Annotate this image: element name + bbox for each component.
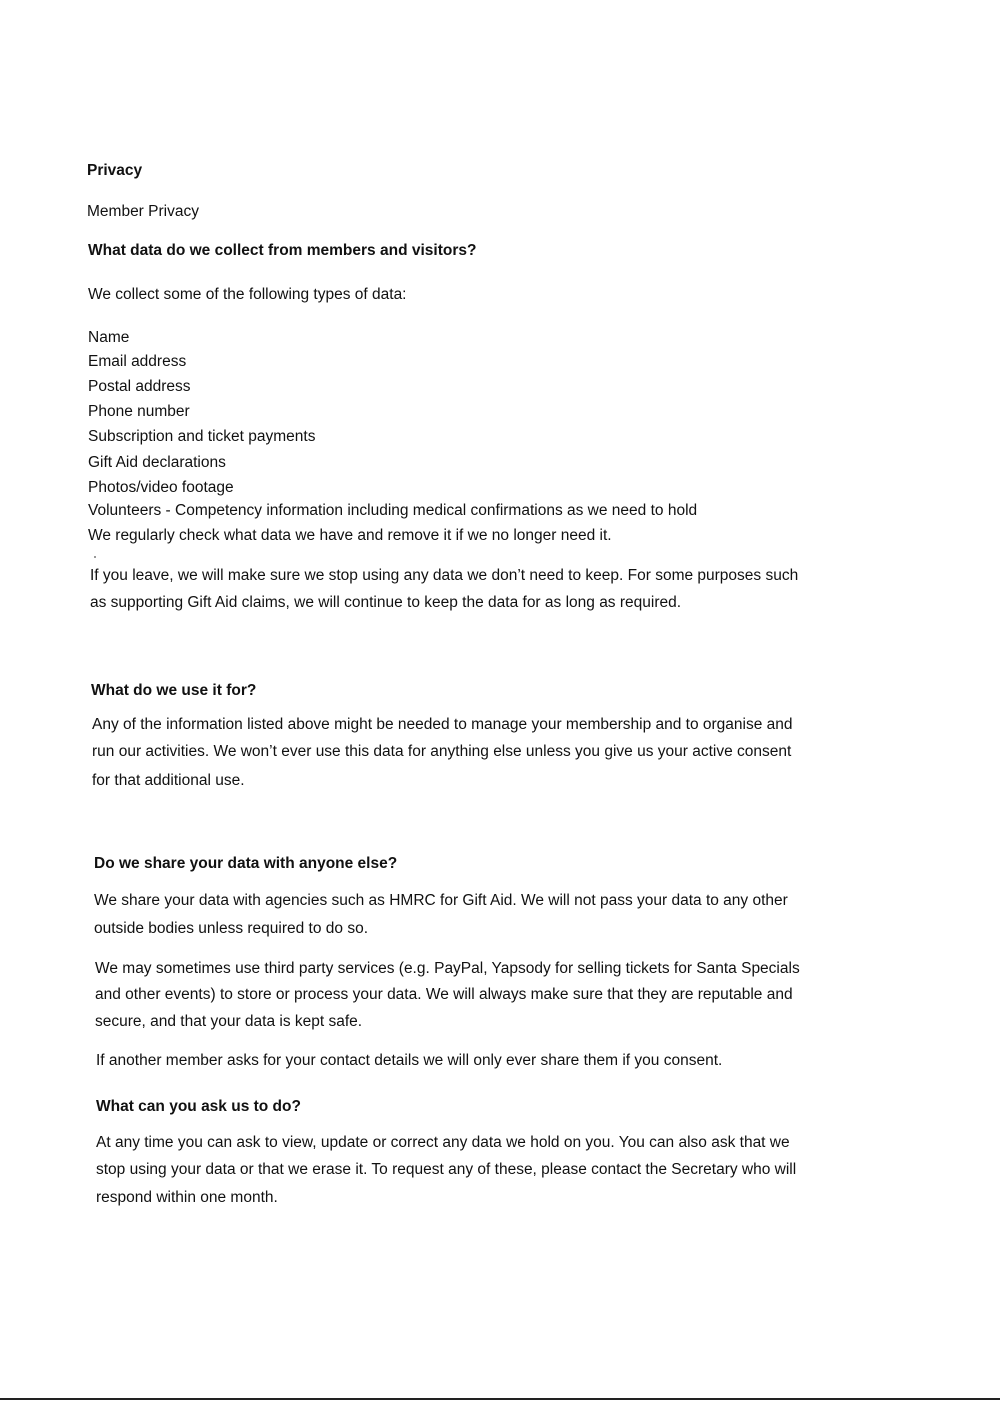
share-paragraph-3: If another member asks for your contact details we will only ever share them if you consent. <box>96 1052 723 1069</box>
section-heading-collect: What data do we collect from members and visitors? <box>88 242 477 259</box>
list-item: Name <box>88 329 130 346</box>
list-item: We regularly check what data we have and remove it if we no longer need it. <box>88 527 612 544</box>
page-subtitle: Member Privacy <box>87 203 199 220</box>
paragraph-line: run our activities. We won’t ever use this data for anything else unless you give us your active consent <box>92 743 792 760</box>
paragraph-line: respond within one month. <box>96 1189 278 1206</box>
list-item: Postal address <box>88 378 191 395</box>
list-item: Email address <box>88 353 187 370</box>
collect-intro: We collect some of the following types of data: <box>88 286 407 303</box>
paragraph-line: secure, and that your data is kept safe. <box>95 1013 363 1030</box>
paragraph-line: and other events) to store or process your data. We will always make sure that they are reputable and <box>95 986 793 1003</box>
list-item: Gift Aid declarations <box>88 454 226 471</box>
paragraph-line: outside bodies unless required to do so. <box>94 920 369 937</box>
paragraph-line: Any of the information listed above might be needed to manage your membership and to organise and <box>92 716 793 733</box>
page-edge-line <box>0 1398 1000 1400</box>
paragraph-line: We may sometimes use third party services (e.g. PayPal, Yapsody for selling tickets for Santa Specials <box>95 960 800 977</box>
section-heading-use: What do we use it for? <box>91 682 257 699</box>
list-item: Subscription and ticket payments <box>88 428 316 445</box>
list-item: Volunteers - Competency information including medical confirmations as we need to hold <box>88 502 698 519</box>
list-item: Photos/video footage <box>88 479 234 496</box>
page-title: Privacy <box>87 162 143 179</box>
section-heading-ask: What can you ask us to do? <box>96 1098 301 1115</box>
paragraph-line: as supporting Gift Aid claims, we will continue to keep the data for as long as required. <box>90 594 682 611</box>
paragraph-line: If you leave, we will make sure we stop using any data we don’t need to keep. For some purposes such <box>90 567 799 584</box>
scan-speck <box>94 556 96 558</box>
paragraph-line: stop using your data or that we erase it. To request any of these, please contact the Secretary who will <box>96 1161 797 1178</box>
list-item: Phone number <box>88 403 190 420</box>
paragraph-line: We share your data with agencies such as HMRC for Gift Aid. We will not pass your data to any other <box>94 892 788 909</box>
paragraph-line: for that additional use. <box>92 772 245 789</box>
section-heading-share: Do we share your data with anyone else? <box>94 855 398 872</box>
paragraph-line: At any time you can ask to view, update or correct any data we hold on you. You can also ask that we <box>96 1134 790 1151</box>
